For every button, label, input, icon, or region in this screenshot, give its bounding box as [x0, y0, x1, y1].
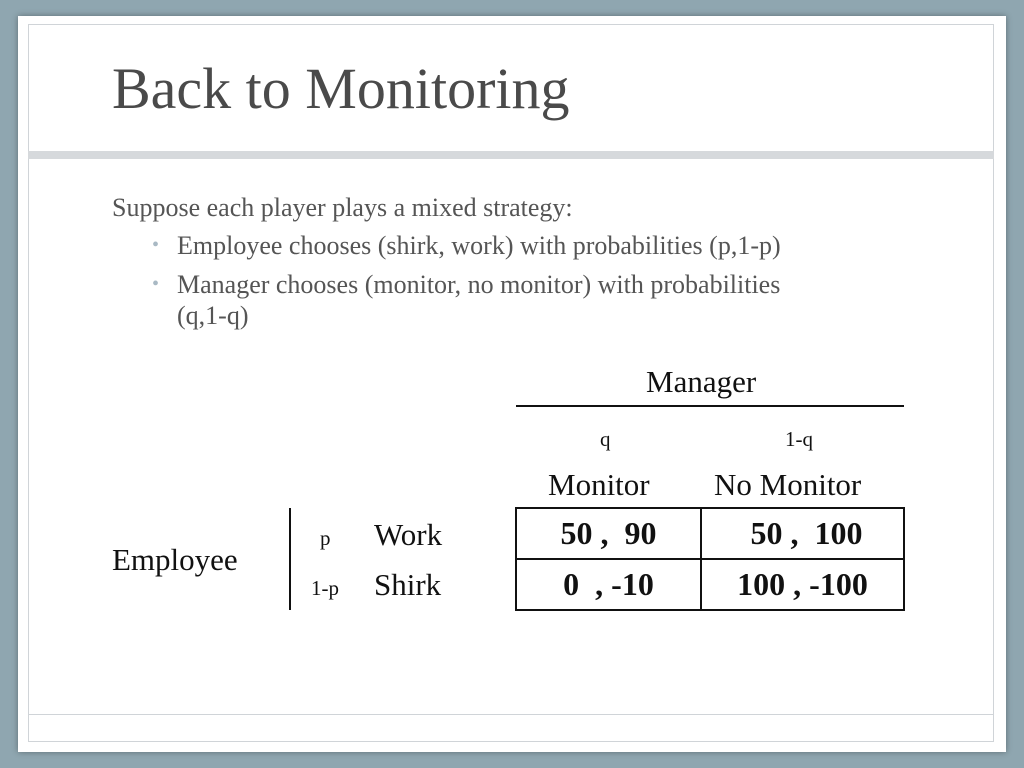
row-prob-label: 1-p — [311, 576, 339, 600]
column-action-label: No Monitor — [714, 467, 862, 502]
row-action-label: Shirk — [374, 567, 442, 602]
column-player-label: Manager — [646, 364, 757, 399]
row-action-label: Work — [374, 517, 443, 552]
payoff-cell: 0 , -10 — [515, 558, 702, 611]
payoff-cell: 100 , -100 — [700, 558, 905, 611]
bullet-item-continued: (q,1-q) — [177, 301, 249, 330]
payoff-cell: 50 , 100 — [700, 507, 905, 560]
slide-title: Back to Monitoring — [112, 56, 570, 121]
column-player-underline — [516, 405, 904, 407]
column-prob-label: q — [600, 427, 611, 451]
bullet-dot-icon: • — [152, 234, 160, 256]
slide-frame — [28, 24, 994, 742]
title-divider — [28, 151, 994, 159]
row-player-divider — [289, 508, 291, 610]
slide — [18, 16, 1006, 752]
footer-divider — [28, 714, 994, 715]
payoff-cell: 50 , 90 — [515, 507, 702, 560]
column-prob-label: 1-q — [785, 427, 813, 451]
bullet-item: Employee chooses (shirk, work) with probabilities (p,1-p) — [177, 231, 781, 260]
row-prob-label: p — [320, 526, 331, 550]
column-action-label: Monitor — [548, 467, 650, 502]
bullet-item: Manager chooses (monitor, no monitor) with probabilities — [177, 270, 781, 299]
row-player-label: Employee — [112, 542, 238, 577]
intro-text: Suppose each player plays a mixed strategy: — [112, 193, 573, 222]
bullet-dot-icon: • — [152, 273, 160, 295]
